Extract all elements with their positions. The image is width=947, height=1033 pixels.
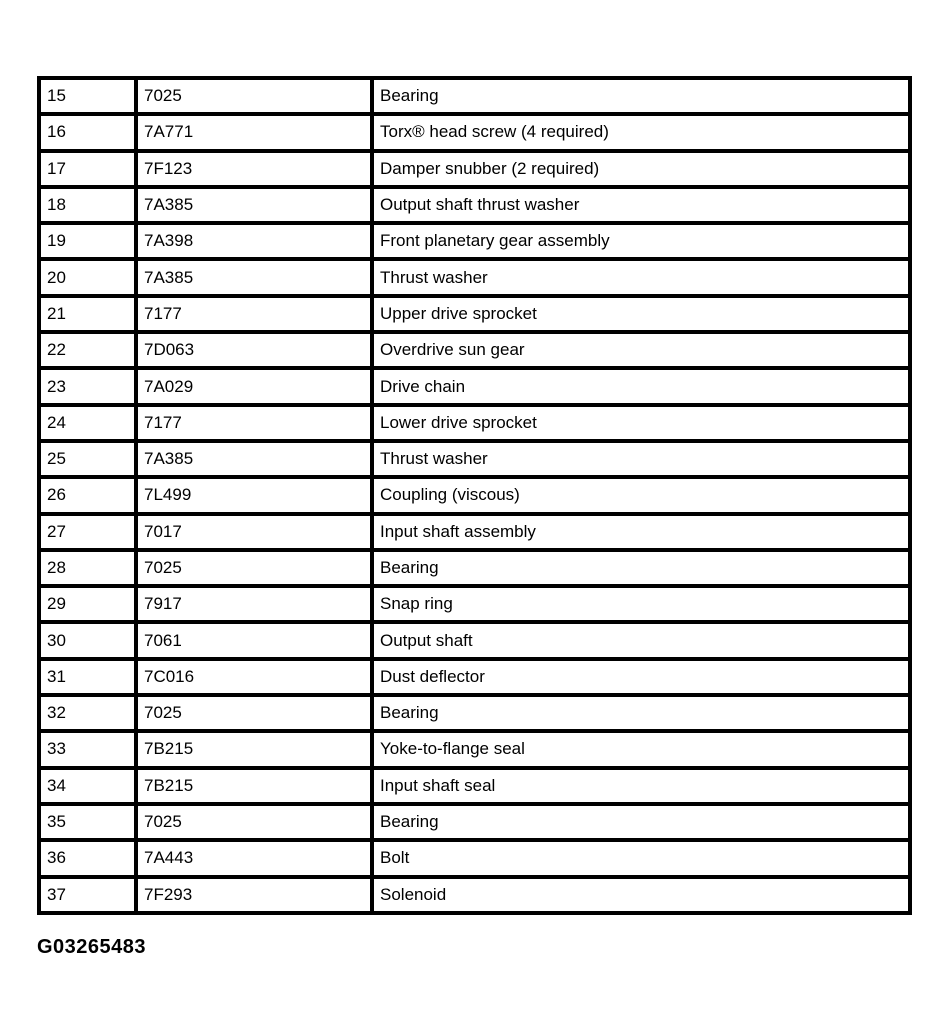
- description-cell: Solenoid: [372, 877, 910, 913]
- table-row: [39, 78, 910, 114]
- description-cell: Bearing: [372, 804, 910, 840]
- part-number-cell: 7025: [136, 550, 372, 586]
- description-cell: Dust deflector: [372, 659, 910, 695]
- part-number-cell: 7A771: [136, 114, 372, 150]
- description-cell: Drive chain: [372, 368, 910, 404]
- description-cell: Lower drive sprocket: [372, 405, 910, 441]
- item-number-cell: 17: [39, 151, 136, 187]
- item-number-cell: 24: [39, 405, 136, 441]
- part-number-cell: 7017: [136, 514, 372, 550]
- item-number-cell: 15: [39, 78, 136, 114]
- description-cell: Front planetary gear assembly: [372, 223, 910, 259]
- part-number-cell: 7A385: [136, 259, 372, 295]
- description-cell: Thrust washer: [372, 259, 910, 295]
- part-number-cell: 7A443: [136, 840, 372, 876]
- item-number-cell: 35: [39, 804, 136, 840]
- parts-table-body: [39, 78, 910, 913]
- item-number-cell: 18: [39, 187, 136, 223]
- part-number-cell: 7F123: [136, 151, 372, 187]
- description-cell: Output shaft thrust washer: [372, 187, 910, 223]
- table-row: [39, 259, 910, 295]
- item-number-cell: 28: [39, 550, 136, 586]
- part-number-cell: 7A029: [136, 368, 372, 404]
- table-row: [39, 514, 910, 550]
- description-cell: Damper snubber (2 required): [372, 151, 910, 187]
- table-row: [39, 550, 910, 586]
- part-number-cell: 7061: [136, 622, 372, 658]
- item-number-cell: 32: [39, 695, 136, 731]
- description-cell: Snap ring: [372, 586, 910, 622]
- table-row: [39, 441, 910, 477]
- item-number-cell: 23: [39, 368, 136, 404]
- table-row: [39, 296, 910, 332]
- table-row: [39, 659, 910, 695]
- table-row: [39, 586, 910, 622]
- description-cell: Input shaft assembly: [372, 514, 910, 550]
- item-number-cell: 33: [39, 731, 136, 767]
- part-number-cell: 7A398: [136, 223, 372, 259]
- description-cell: Output shaft: [372, 622, 910, 658]
- part-number-cell: 7L499: [136, 477, 372, 513]
- part-number-cell: 7177: [136, 405, 372, 441]
- parts-table: [37, 76, 912, 915]
- part-number-cell: 7F293: [136, 877, 372, 913]
- part-number-cell: 7B215: [136, 768, 372, 804]
- part-number-cell: 7177: [136, 296, 372, 332]
- table-row: [39, 187, 910, 223]
- description-cell: Thrust washer: [372, 441, 910, 477]
- item-number-cell: 34: [39, 768, 136, 804]
- figure-id: G03265483: [37, 936, 147, 958]
- table-row: [39, 768, 910, 804]
- table-row: [39, 114, 910, 150]
- table-row: [39, 731, 910, 767]
- item-number-cell: 30: [39, 622, 136, 658]
- table-row: [39, 223, 910, 259]
- table-row: [39, 332, 910, 368]
- part-number-cell: 7025: [136, 78, 372, 114]
- table-row: [39, 405, 910, 441]
- description-cell: Upper drive sprocket: [372, 296, 910, 332]
- table-row: [39, 804, 910, 840]
- part-number-cell: 7A385: [136, 441, 372, 477]
- part-number-cell: 7A385: [136, 187, 372, 223]
- item-number-cell: 20: [39, 259, 136, 295]
- item-number-cell: 37: [39, 877, 136, 913]
- item-number-cell: 31: [39, 659, 136, 695]
- description-cell: Yoke-to-flange seal: [372, 731, 910, 767]
- part-number-cell: 7D063: [136, 332, 372, 368]
- table-row: [39, 877, 910, 913]
- part-number-cell: 7C016: [136, 659, 372, 695]
- description-cell: Torx® head screw (4 required): [372, 114, 910, 150]
- description-cell: Coupling (viscous): [372, 477, 910, 513]
- item-number-cell: 36: [39, 840, 136, 876]
- part-number-cell: 7917: [136, 586, 372, 622]
- part-number-cell: 7025: [136, 804, 372, 840]
- item-number-cell: 25: [39, 441, 136, 477]
- description-cell: Input shaft seal: [372, 768, 910, 804]
- description-cell: Bearing: [372, 550, 910, 586]
- table-row: [39, 151, 910, 187]
- item-number-cell: 19: [39, 223, 136, 259]
- part-number-cell: 7B215: [136, 731, 372, 767]
- item-number-cell: 21: [39, 296, 136, 332]
- table-row: [39, 477, 910, 513]
- item-number-cell: 26: [39, 477, 136, 513]
- description-cell: Bearing: [372, 695, 910, 731]
- table-row: [39, 622, 910, 658]
- description-cell: Overdrive sun gear: [372, 332, 910, 368]
- table-row: [39, 368, 910, 404]
- description-cell: Bearing: [372, 78, 910, 114]
- table-row: [39, 695, 910, 731]
- table-row: [39, 840, 910, 876]
- item-number-cell: 27: [39, 514, 136, 550]
- item-number-cell: 29: [39, 586, 136, 622]
- item-number-cell: 22: [39, 332, 136, 368]
- part-number-cell: 7025: [136, 695, 372, 731]
- item-number-cell: 16: [39, 114, 136, 150]
- description-cell: Bolt: [372, 840, 910, 876]
